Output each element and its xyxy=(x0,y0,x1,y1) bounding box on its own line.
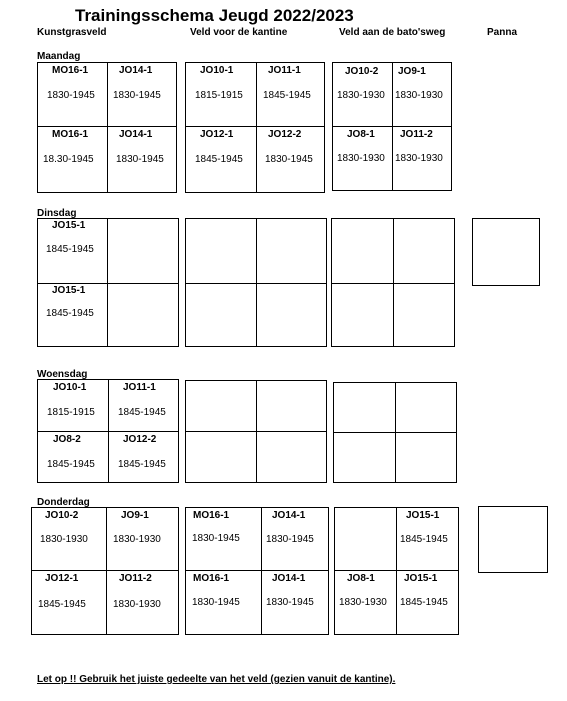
donderdag-kunstgras-grid xyxy=(31,507,179,635)
time-label: 1845-1945 xyxy=(263,90,311,101)
page-title: Trainingsschema Jeugd 2022/2023 xyxy=(75,6,354,25)
team-label: JO9-1 xyxy=(121,510,149,521)
team-label: JO12-1 xyxy=(200,129,234,140)
team-label: MO16-1 xyxy=(193,510,230,521)
time-label: 1830-1945 xyxy=(192,533,240,544)
maandag-batosweg-grid xyxy=(332,62,452,191)
grid-divider xyxy=(396,508,397,634)
time-label: 1845-1945 xyxy=(195,154,243,165)
team-label: JO11-2 xyxy=(119,573,152,584)
grid-divider xyxy=(32,570,178,571)
time-label: 1845-1945 xyxy=(118,459,166,470)
team-label: JO8-1 xyxy=(347,129,375,140)
grid-divider xyxy=(107,63,108,192)
team-label: JO11-1 xyxy=(268,65,301,76)
time-label: 1845-1945 xyxy=(46,244,94,255)
column-header-veld-batosweg: Veld aan de bato'sweg xyxy=(339,27,446,38)
team-label: JO15-1 xyxy=(52,285,86,296)
time-label: 1845-1945 xyxy=(118,407,166,418)
time-label: 1830-1945 xyxy=(192,597,240,608)
team-label: MO16-1 xyxy=(52,129,89,140)
grid-divider xyxy=(334,432,456,433)
team-label: JO14-1 xyxy=(272,510,306,521)
time-label: 1830-1930 xyxy=(337,153,385,164)
footer-note: Let op !! Gebruik het juiste gedeelte van het veld (gezien vanuit de kantine). xyxy=(37,674,396,685)
time-label: 1830-1945 xyxy=(266,597,314,608)
day-label-maandag: Maandag xyxy=(37,51,81,62)
time-label: 1830-1930 xyxy=(395,153,443,164)
grid-divider xyxy=(186,431,326,432)
team-label: JO12-1 xyxy=(45,573,79,584)
grid-divider xyxy=(335,570,458,571)
team-label: MO16-1 xyxy=(193,573,230,584)
time-label: 1830-1930 xyxy=(395,90,443,101)
maandag-kunstgras-grid xyxy=(37,62,177,193)
team-label: JO8-2 xyxy=(53,434,81,445)
team-label: JO10-2 xyxy=(45,510,79,521)
day-label-woensdag: Woensdag xyxy=(37,369,88,380)
donderdag-batosweg-grid xyxy=(334,507,459,635)
donderdag-panna-box xyxy=(478,506,548,573)
time-label: 1845-1945 xyxy=(38,599,86,610)
team-label: JO14-1 xyxy=(119,65,153,76)
time-label: 1830-1930 xyxy=(339,597,387,608)
team-label: JO10-1 xyxy=(200,65,234,76)
team-label: JO15-1 xyxy=(404,573,438,584)
team-label: JO11-2 xyxy=(400,129,433,140)
time-label: 1845-1945 xyxy=(400,597,448,608)
team-label: JO11-1 xyxy=(123,382,156,393)
dinsdag-kantine-grid xyxy=(185,218,327,347)
time-label: 1830-1945 xyxy=(113,90,161,101)
team-label: MO16-1 xyxy=(52,65,89,76)
dinsdag-batosweg-grid xyxy=(331,218,455,347)
grid-divider xyxy=(38,126,176,127)
time-label: 1815-1915 xyxy=(195,90,243,101)
maandag-kantine-grid xyxy=(185,62,325,193)
time-label: 1830-1930 xyxy=(113,534,161,545)
column-header-kunstgrasveld: Kunstgrasveld xyxy=(37,27,107,38)
donderdag-kantine-grid xyxy=(185,507,329,635)
grid-divider xyxy=(256,63,257,192)
grid-divider xyxy=(333,126,451,127)
grid-divider xyxy=(186,570,328,571)
team-label: JO15-1 xyxy=(52,220,86,231)
team-label: JO15-1 xyxy=(406,510,440,521)
grid-divider xyxy=(186,283,326,284)
grid-divider xyxy=(186,126,324,127)
day-label-dinsdag: Dinsdag xyxy=(37,208,77,219)
time-label: 1830-1945 xyxy=(265,154,313,165)
team-label: JO14-1 xyxy=(119,129,153,140)
grid-divider xyxy=(332,283,454,284)
grid-divider xyxy=(106,508,107,634)
day-label-donderdag: Donderdag xyxy=(37,497,90,508)
woensdag-kantine-grid xyxy=(185,380,327,483)
dinsdag-kunstgras-grid xyxy=(37,218,179,347)
woensdag-batosweg-grid xyxy=(333,382,457,483)
time-label: 1830-1930 xyxy=(337,90,385,101)
time-label: 1830-1930 xyxy=(113,599,161,610)
time-label: 1845-1945 xyxy=(47,459,95,470)
grid-divider xyxy=(38,283,178,284)
team-label: JO10-2 xyxy=(345,66,379,77)
team-label: JO12-2 xyxy=(123,434,157,445)
time-label: 1815-1915 xyxy=(47,407,95,418)
time-label: 1830-1945 xyxy=(47,90,95,101)
team-label: JO12-2 xyxy=(268,129,302,140)
time-label: 1830-1945 xyxy=(266,534,314,545)
time-label: 18.30-1945 xyxy=(43,154,94,165)
dinsdag-panna-box xyxy=(472,218,540,286)
column-header-veld-kantine: Veld voor de kantine xyxy=(190,27,288,38)
time-label: 1845-1945 xyxy=(400,534,448,545)
woensdag-kunstgras-grid xyxy=(37,379,179,483)
grid-divider xyxy=(261,508,262,634)
team-label: JO10-1 xyxy=(53,382,87,393)
team-label: JO8-1 xyxy=(347,573,375,584)
grid-divider xyxy=(38,431,178,432)
column-header-panna: Panna xyxy=(487,27,518,38)
time-label: 1830-1930 xyxy=(40,534,88,545)
team-label: JO14-1 xyxy=(272,573,306,584)
team-label: JO9-1 xyxy=(398,66,426,77)
time-label: 1830-1945 xyxy=(116,154,164,165)
time-label: 1845-1945 xyxy=(46,308,94,319)
